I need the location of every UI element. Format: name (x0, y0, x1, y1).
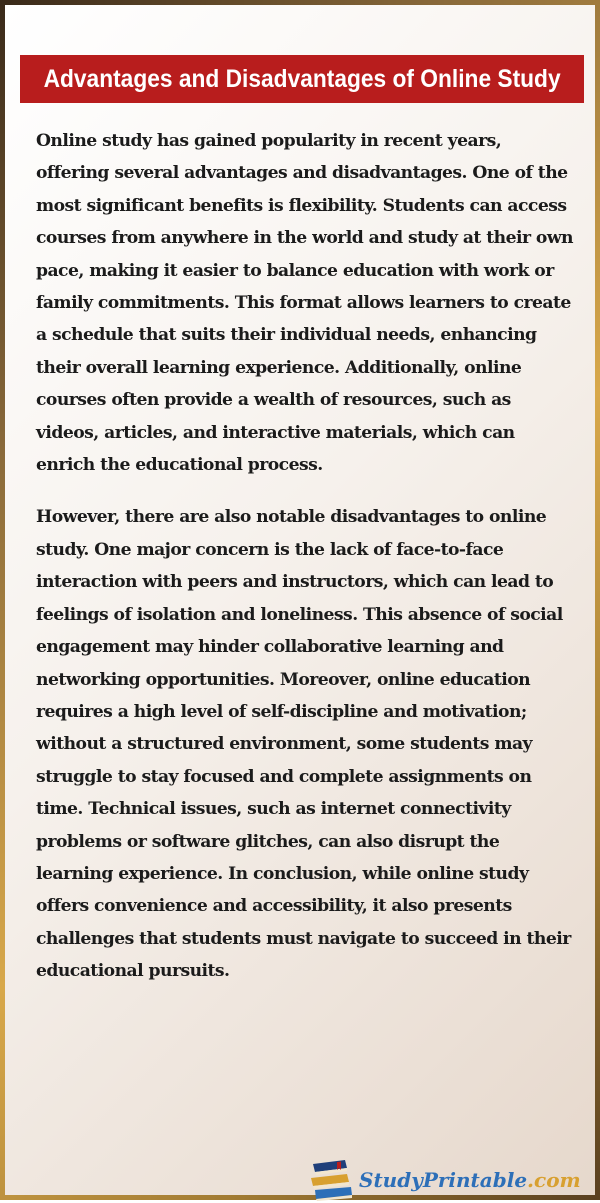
article-body (36, 125, 576, 988)
brand-logo[interactable] (307, 1157, 597, 1203)
brand-tld: .com (527, 1168, 581, 1192)
title-banner (20, 55, 584, 103)
paragraph-advantages: Online study has gained popularity in recent years, offering several advantages and disadvantages. One of the most significant benefits is flexibility. Students can access courses from anywhere in the world and study at their own pace, making it easier to balance education with work or family commitments. This format allows learners to create a schedule that suits their individual needs, enhancing their overall learning experience. Additionally, online courses often provide a wealth of resources, such as videos, articles, and interactive materials, which can enrich the educational process. (36, 131, 574, 476)
books-stack-icon (307, 1158, 355, 1202)
brand-name-main: StudyPrintable (359, 1168, 528, 1192)
page-title: Advantages and Disadvantages of Online Study (43, 64, 561, 93)
paragraph-disadvantages: However, there are also notable disadvantages to online study. One major concern is the lack of face-to-face interaction with peers and instructors, which can lead to feelings of isolation and loneliness. This absence of social engagement may hinder collaborative learning and networking opportunities. Moreover, online education requires a high level of self-discipline and motivation; without a structured environment, some students may struggle to stay focused and complete assignments on time. Technical issues, such as internet connectivity problems or software glitches, can also disrupt the learning experience. In conclusion, while online study offers convenience and accessibility, it also presents challenges that students must navigate to succeed in their educational pursuits. (36, 507, 571, 982)
brand-name (359, 1168, 581, 1192)
